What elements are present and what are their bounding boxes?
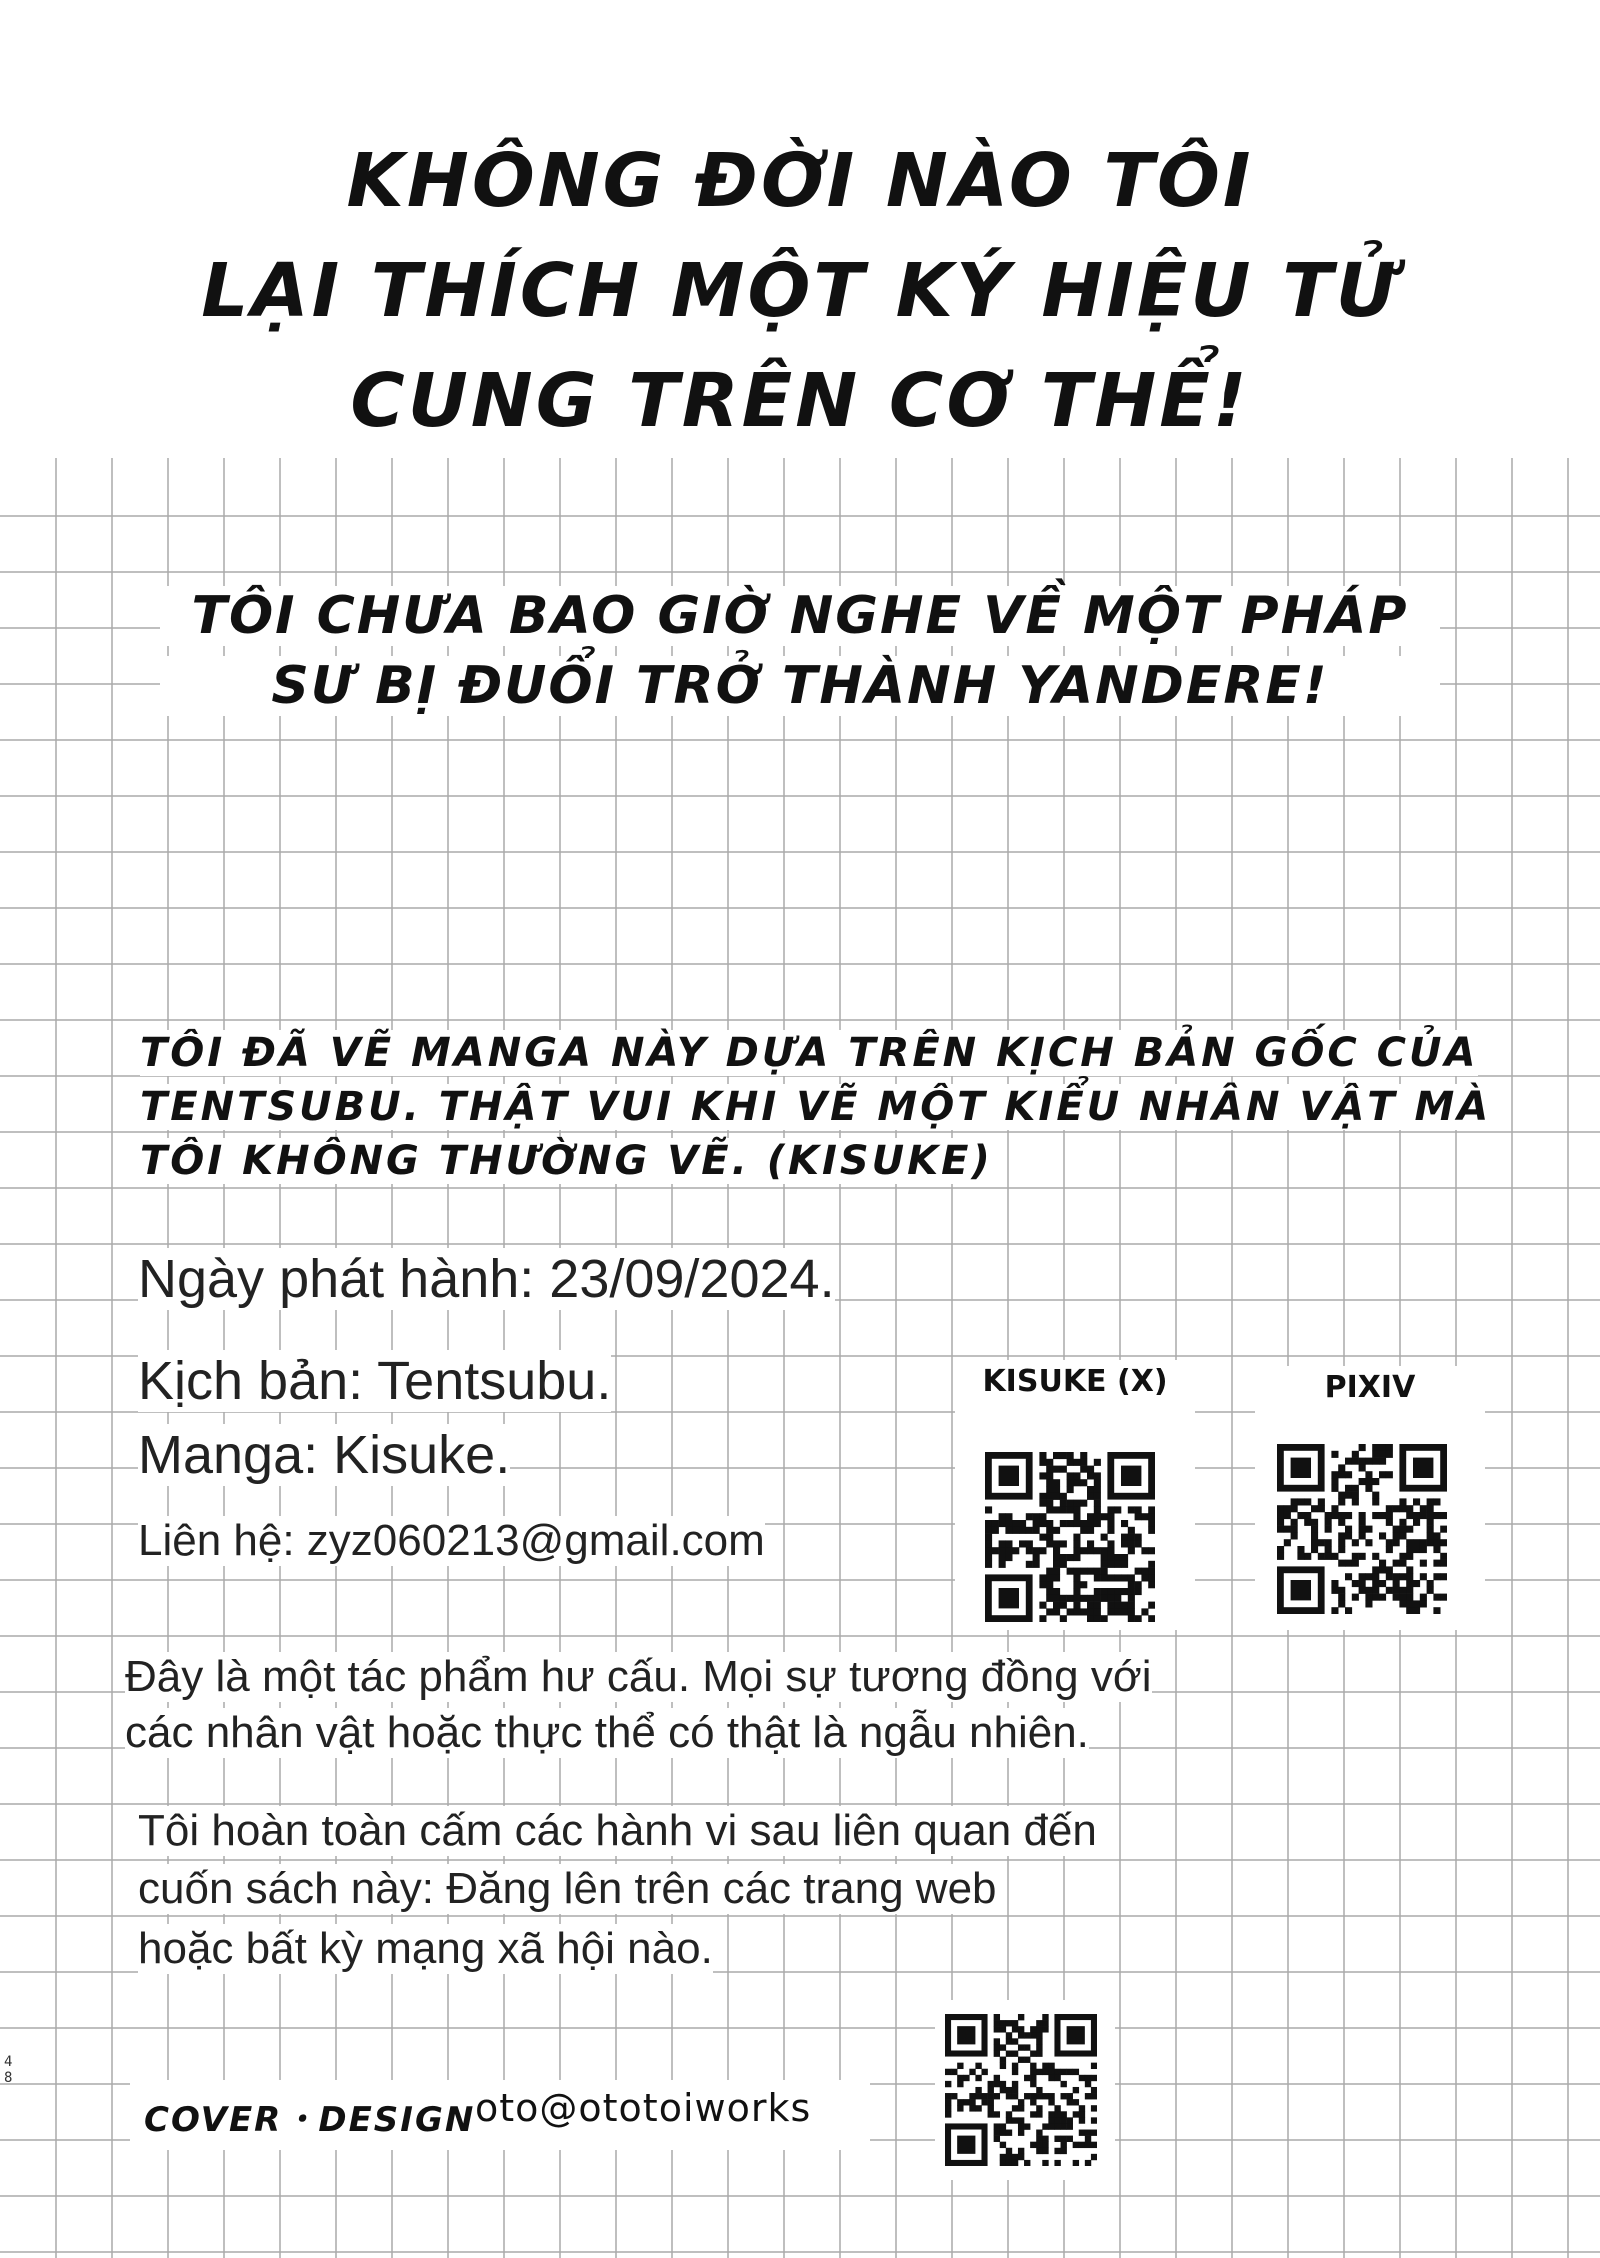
author-note-line-3: TÔI KHÔNG THƯỜNG VẼ. (KISUKE) [140, 1138, 993, 1184]
script-credit: Kịch bản: Tentsubu. [138, 1351, 612, 1411]
author-note-line-1: TÔI ĐÃ VẼ MANGA NÀY DỰA TRÊN KỊCH BẢN GỐC CỦA [140, 1030, 1479, 1076]
manga-credit: Manga: Kisuke. [138, 1425, 511, 1485]
pixiv-label: PIXIV [1324, 1370, 1416, 1405]
credits-row [130, 2080, 870, 2150]
prohibition-line-1: Tôi hoàn toàn cấm các hành vi sau liên quan đến [138, 1806, 1097, 1855]
title-line-2: LẠI THÍCH MỘT KÝ HIỆU TỬ [201, 248, 1399, 334]
disclaimer-line-1: Đây là một tác phẩm hư cấu. Mọi sự tương đồng với [125, 1652, 1152, 1701]
footer-qr-code[interactable] [945, 2014, 1097, 2166]
title-line-3: CUNG TRÊN CƠ THỂ! [350, 358, 1250, 444]
footer-qr-block [935, 2000, 1115, 2180]
prohibition-line-2: cuốn sách này: Đăng lên trên các trang web [138, 1864, 997, 1913]
title-line-1: KHÔNG ĐỜI NÀO TÔI [346, 138, 1254, 224]
cover-design-label: COVER・DESIGN [144, 2100, 476, 2140]
kisuke-x-qr-code[interactable] [985, 1452, 1155, 1622]
pixiv-qr-block [1255, 1366, 1485, 1630]
prohibition-line-3: hoặc bất kỳ mạng xã hội nào. [138, 1924, 713, 1973]
designer-handle: oto@ototoiworks [475, 2086, 812, 2130]
release-date: Ngày phát hành: 23/09/2024. [138, 1249, 835, 1309]
kisuke-x-label: KISUKE (X) [982, 1364, 1168, 1399]
subtitle-line-2: SƯ BỊ ĐUỔI TRỞ THÀNH YANDERE! [160, 656, 1440, 716]
page-number-text: 48 [4, 2054, 13, 2086]
subtitle-line-1: TÔI CHƯA BAO GIỜ NGHE VỀ MỘT PHÁP [160, 586, 1440, 646]
pixiv-qr-code[interactable] [1277, 1444, 1447, 1614]
subtitle-block [160, 586, 1440, 736]
author-note [140, 1030, 1492, 1190]
author-note-line-2: TENTSUBU. THẬT VUI KHI VẼ MỘT KIỂU NHÂN VẬT MÀ [140, 1084, 1492, 1130]
kisuke-x-qr-block [955, 1360, 1195, 1630]
page-number [4, 2054, 14, 2086]
contact-email: Liên hệ: zyz060213@gmail.com [138, 1516, 765, 1565]
title-block [0, 138, 1600, 458]
disclaimer-line-2: các nhân vật hoặc thực thể có thật là ngẫu nhiên. [125, 1708, 1089, 1757]
